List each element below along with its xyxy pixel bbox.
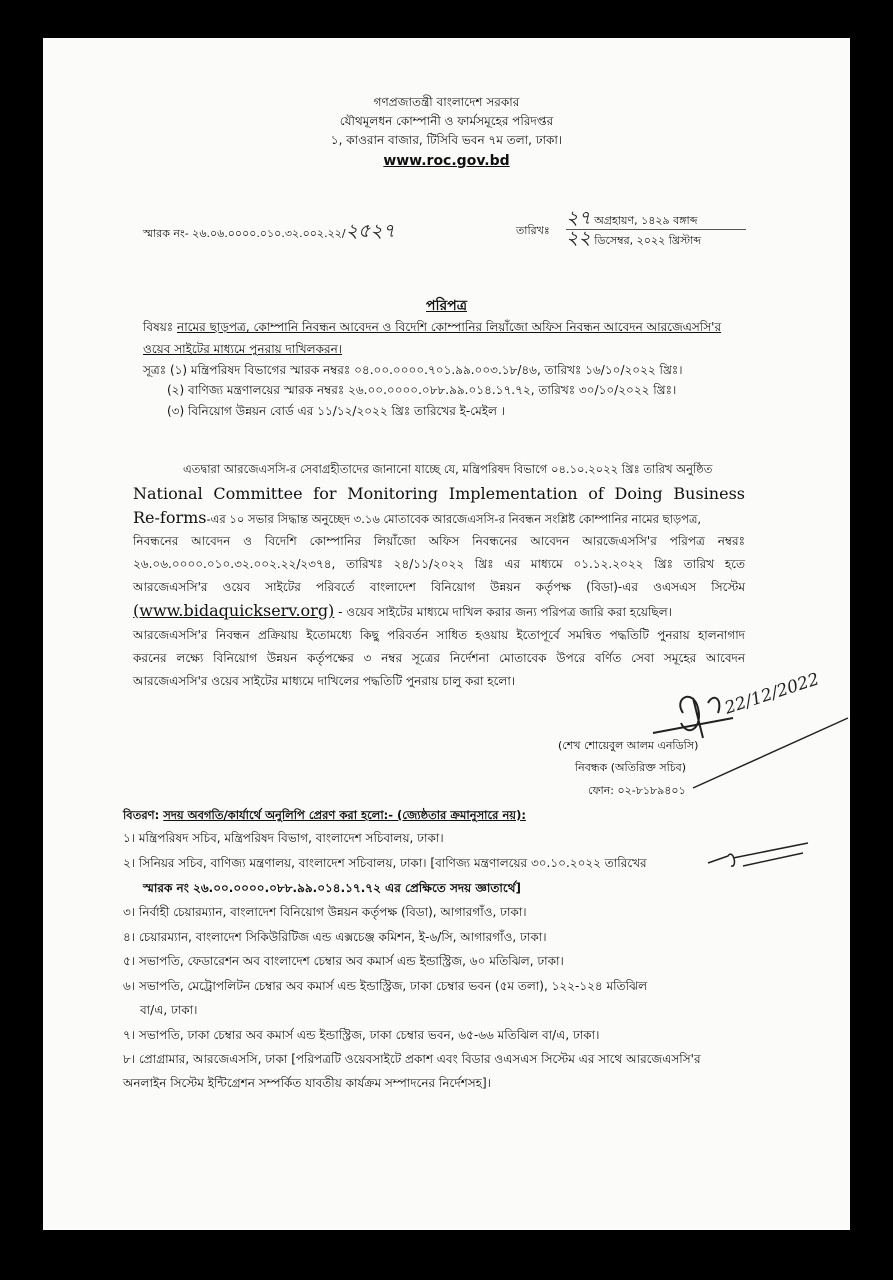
- memo-handwritten-number: ২৫২৭: [345, 220, 395, 242]
- distribution-heading-text: সদয় অবগতি/কার্যার্থে অনুলিপি প্রেরণ করা হলো:- (জ্যেষ্ঠতার ক্রমানুসারে নয়):: [163, 808, 526, 822]
- body-english-reforms: Re-forms: [133, 508, 207, 527]
- distribution-item-continuation: বা/এ, ঢাকা।: [140, 1003, 198, 1017]
- body-line-10: আরজেএসসি'র ওয়েব সাইটের মাধ্যমে দাখিলের পদ্ধতিটি পুনরায় চালু করা হলো।: [133, 674, 516, 688]
- body-line-3: [133, 508, 701, 528]
- document-title: পরিপত্র: [426, 298, 467, 314]
- body-line-1: এতদ্বারা আরজেএসসি-র সেবাগ্রহীতাদের জানানো যাচ্ছে যে, মন্ত্রিপরিষদ বিভাগে ০৪.১০.২০২২ খ্রিঃ তারিখ অনুষ্ঠিত: [183, 462, 713, 476]
- signatory-name: (শেখ শোয়েবুল আলম এনডিসি): [558, 739, 699, 752]
- subject-label: বিষয়ঃ: [143, 320, 174, 334]
- date-greg-text: ডিসেম্বর, ২০২২ খ্রিস্টাব্দ: [594, 234, 702, 247]
- body-line-7-text: - ওয়েব সাইটের মাধ্যমে দাখিল করার জন্য পরিপত্র জারি করা হয়েছিল।: [338, 605, 672, 619]
- header-address: ১, কাওরান বাজার, টিসিবি ভবন ৭ম তলা, ঢাকা।: [330, 133, 563, 147]
- distribution-item: ২। সিনিয়র সচিব, বাণিজ্য মন্ত্রণালয়, বাংলাদেশ সচিবালয়, ঢাকা। [বাণিজ্য মন্ত্রণালয়ের ৩০.১০.২০২২ তারিখের: [123, 856, 647, 870]
- body-line-8: আরজেএসসি'র নিবন্ধন প্রক্রিয়ায় ইতোমধ্যে কিছু পরিবর্তন সাধিত হওয়ায় ইতোপূর্বে সমন্বিত পদ্ধতিটি পুনরায় হালনাগাদ: [133, 628, 745, 642]
- body-line-6: আরজেএসসি'র ওয়েব সাইটের পরিবর্তে বাংলাদেশ বিনিয়োগ উন্নয়ন কর্তৃপক্ষ (বিডা)-এর ওএসএস সিস্টেম: [133, 580, 745, 594]
- distribution-item: ৬। সভাপতি, মেট্রোপলিটন চেম্বার অব কমার্স এন্ড ইন্ডাস্ট্রিজ, ঢাকা চেম্বার ভবন (৫ম তলা), ১২২-১২৪ মতিঝিল: [123, 979, 648, 993]
- subject-line-1: [143, 319, 721, 335]
- distribution-item: ৪। চেয়ারম্যান, বাংলাদেশ সিকিউরিটিজ এন্ড এক্সচেঞ্জ কমিশন, ই-৬/সি, আগারগাঁও, ঢাকা।: [123, 930, 547, 944]
- body-line-5: ২৬.০৬.০০০০.০১০.৩২.০০২.২২/২৩৭৪, তারিখঃ ২৪/১১/২০২২ খ্রিঃ এর মাধ্যমে ০১.১২.২০২২ খ্রিঃ তারিখ হতে: [133, 557, 745, 571]
- distribution-item: ৫। সভাপতি, ফেডারেশন অব বাংলাদেশ চেম্বার অব কমার্স এন্ড ইন্ডাস্ট্রিজ, ৬০ মতিঝিল, ঢাকা।: [123, 954, 564, 968]
- distribution-item: ৭। সভাপতি, ঢাকা চেম্বার অব কমার্স এন্ড ইন্ডাস্ট্রিজ, ঢাকা চেম্বার ভবন, ৬৫-৬৬ মতিঝিল বা/এ, ঢাকা।: [123, 1028, 600, 1042]
- body-line-7: [133, 601, 672, 621]
- date-greg-day: ২২: [566, 227, 591, 249]
- bida-url-link[interactable]: (www.bidaquickserv.org): [133, 601, 335, 620]
- signatory-designation: নিবন্ধক (অতিরিক্ত সচিব): [575, 761, 687, 774]
- body-line-3-text: -এর ১০ সভার সিদ্ধান্ত অনুচ্ছেদ ৩.১৬ মোতাবেক আরজেএসসি-র নিবন্ধন সংশ্লিষ্ট কোম্পানির নামের ছাড়পত্র,: [206, 512, 702, 526]
- date-bangla-text: অগ্রহায়ণ, ১৪২৯ বঙ্গাব্দ: [594, 214, 698, 227]
- initial-mark: [703, 838, 813, 878]
- date-bangla-day: ২৭: [566, 207, 591, 229]
- header-office: যৌথমূলধন কোম্পানী ও ফার্মসমূহের পরিদপ্তর: [339, 114, 554, 128]
- distribution-item: ৩। নির্বাহী চেয়ারম্যান, বাংলাদেশ বিনিয়োগ উন্নয়ন কর্তৃপক্ষ (বিডা), আগারগাঁও, ঢাকা।: [123, 905, 527, 919]
- reference-3: (৩) বিনিয়োগ উন্নয়ন বোর্ড এর ১১/১২/২০২২ খ্রিঃ তারিখের ই-মেইল ।: [167, 404, 506, 418]
- date-label: তারিখঃ: [516, 224, 550, 237]
- memo-label: স্মারক নং- ২৬.০৬.০০০০.০১০.৩২.০০২.২২/: [143, 227, 346, 240]
- header-website-link[interactable]: www.roc.gov.bd: [383, 153, 510, 169]
- distribution-heading: [123, 807, 526, 823]
- document-page: [43, 38, 850, 1230]
- date-gregorian: [566, 227, 702, 249]
- reference-2: (২) বাণিজ্য মন্ত্রণালয়ের স্মারক নম্বরঃ ২৬.০০.০০০০.০৮৮.৯৯.০১৪.১৭.৭২, তারিখঃ ৩০/১০/২০২২ খ্রিঃ।: [167, 383, 677, 397]
- body-line-9: করনের লক্ষ্যে বিনিয়োগ উন্নয়ন কর্তৃপক্ষের ৩ নম্বর সূত্রের নির্দেশনা মোতাবেক উপরে বর্ণিত সেবা সমূহের আবেদন: [133, 651, 745, 665]
- reference-1: সূত্রঃ (১) মন্ত্রিপরিষদ বিভাগের স্মারক নম্বরঃ ০৪.০০.০০০০.৭০১.৯৯.০০৩.১৮/৪৬, তারিখঃ ১৬/১০/২০২২ খ্রিঃ।: [143, 363, 683, 377]
- distribution-item-continuation: অনলাইন সিস্টেম ইন্টিগ্রেশন সম্পর্কিত যাবতীয় কার্যক্রম সম্পাদনের নির্দেশসহ]।: [123, 1076, 491, 1090]
- date-bangla: [566, 207, 746, 230]
- signatory-phone: ফোন: ০২-৮১৮৯৪০১: [588, 784, 686, 797]
- distribution-item: ১। মন্ত্রিপরিষদ সচিব, মন্ত্রিপরিষদ বিভাগ, বাংলাদেশ সচিবালয়, ঢাকা।: [123, 831, 444, 845]
- distribution-label: বিতরণ:: [123, 808, 160, 822]
- header-government: গণপ্রজাতন্ত্রী বাংলাদেশ সরকার: [373, 95, 520, 109]
- signature-handwritten-date: 22/12/2022: [722, 669, 822, 719]
- subject-line-2: ওয়েব সাইটের মাধ্যমে পুনরায় দাখিলকরন।: [143, 342, 343, 356]
- subject-text-1: নামের ছাড়পত্র, কোম্পানি নিবন্ধন আবেদন ও বিদেশি কোম্পানির লিয়াঁজো অফিস নিবন্ধন আবেদন আরজেএসসি'র: [177, 320, 722, 334]
- memo-number: [143, 220, 395, 242]
- body-line-4: নিবন্ধনের আবেদন ও বিদেশি কোম্পানির লিয়াঁজো অফিস নিবন্ধনের আবেদন আরজেএসসি'র পরিপত্র নম্বরঃ: [133, 534, 745, 548]
- distribution-item: ৮। প্রোগ্রামার, আরজেএসসি, ঢাকা [পরিপত্রটি ওয়েবসাইটে প্রকাশ এবং বিডার ওএসএস সিস্টেম এর সাথে আরজেএসসি'র: [123, 1052, 701, 1066]
- body-english-line: National Committee for Monitoring Implementation of Doing Business: [133, 484, 745, 503]
- distribution-item-continuation: স্মারক নং ২৬.০০.০০০০.০৮৮.৯৯.০১৪.১৭.৭২ এর প্রেক্ষিতে সদয় জ্ঞাতার্থে]: [143, 881, 521, 895]
